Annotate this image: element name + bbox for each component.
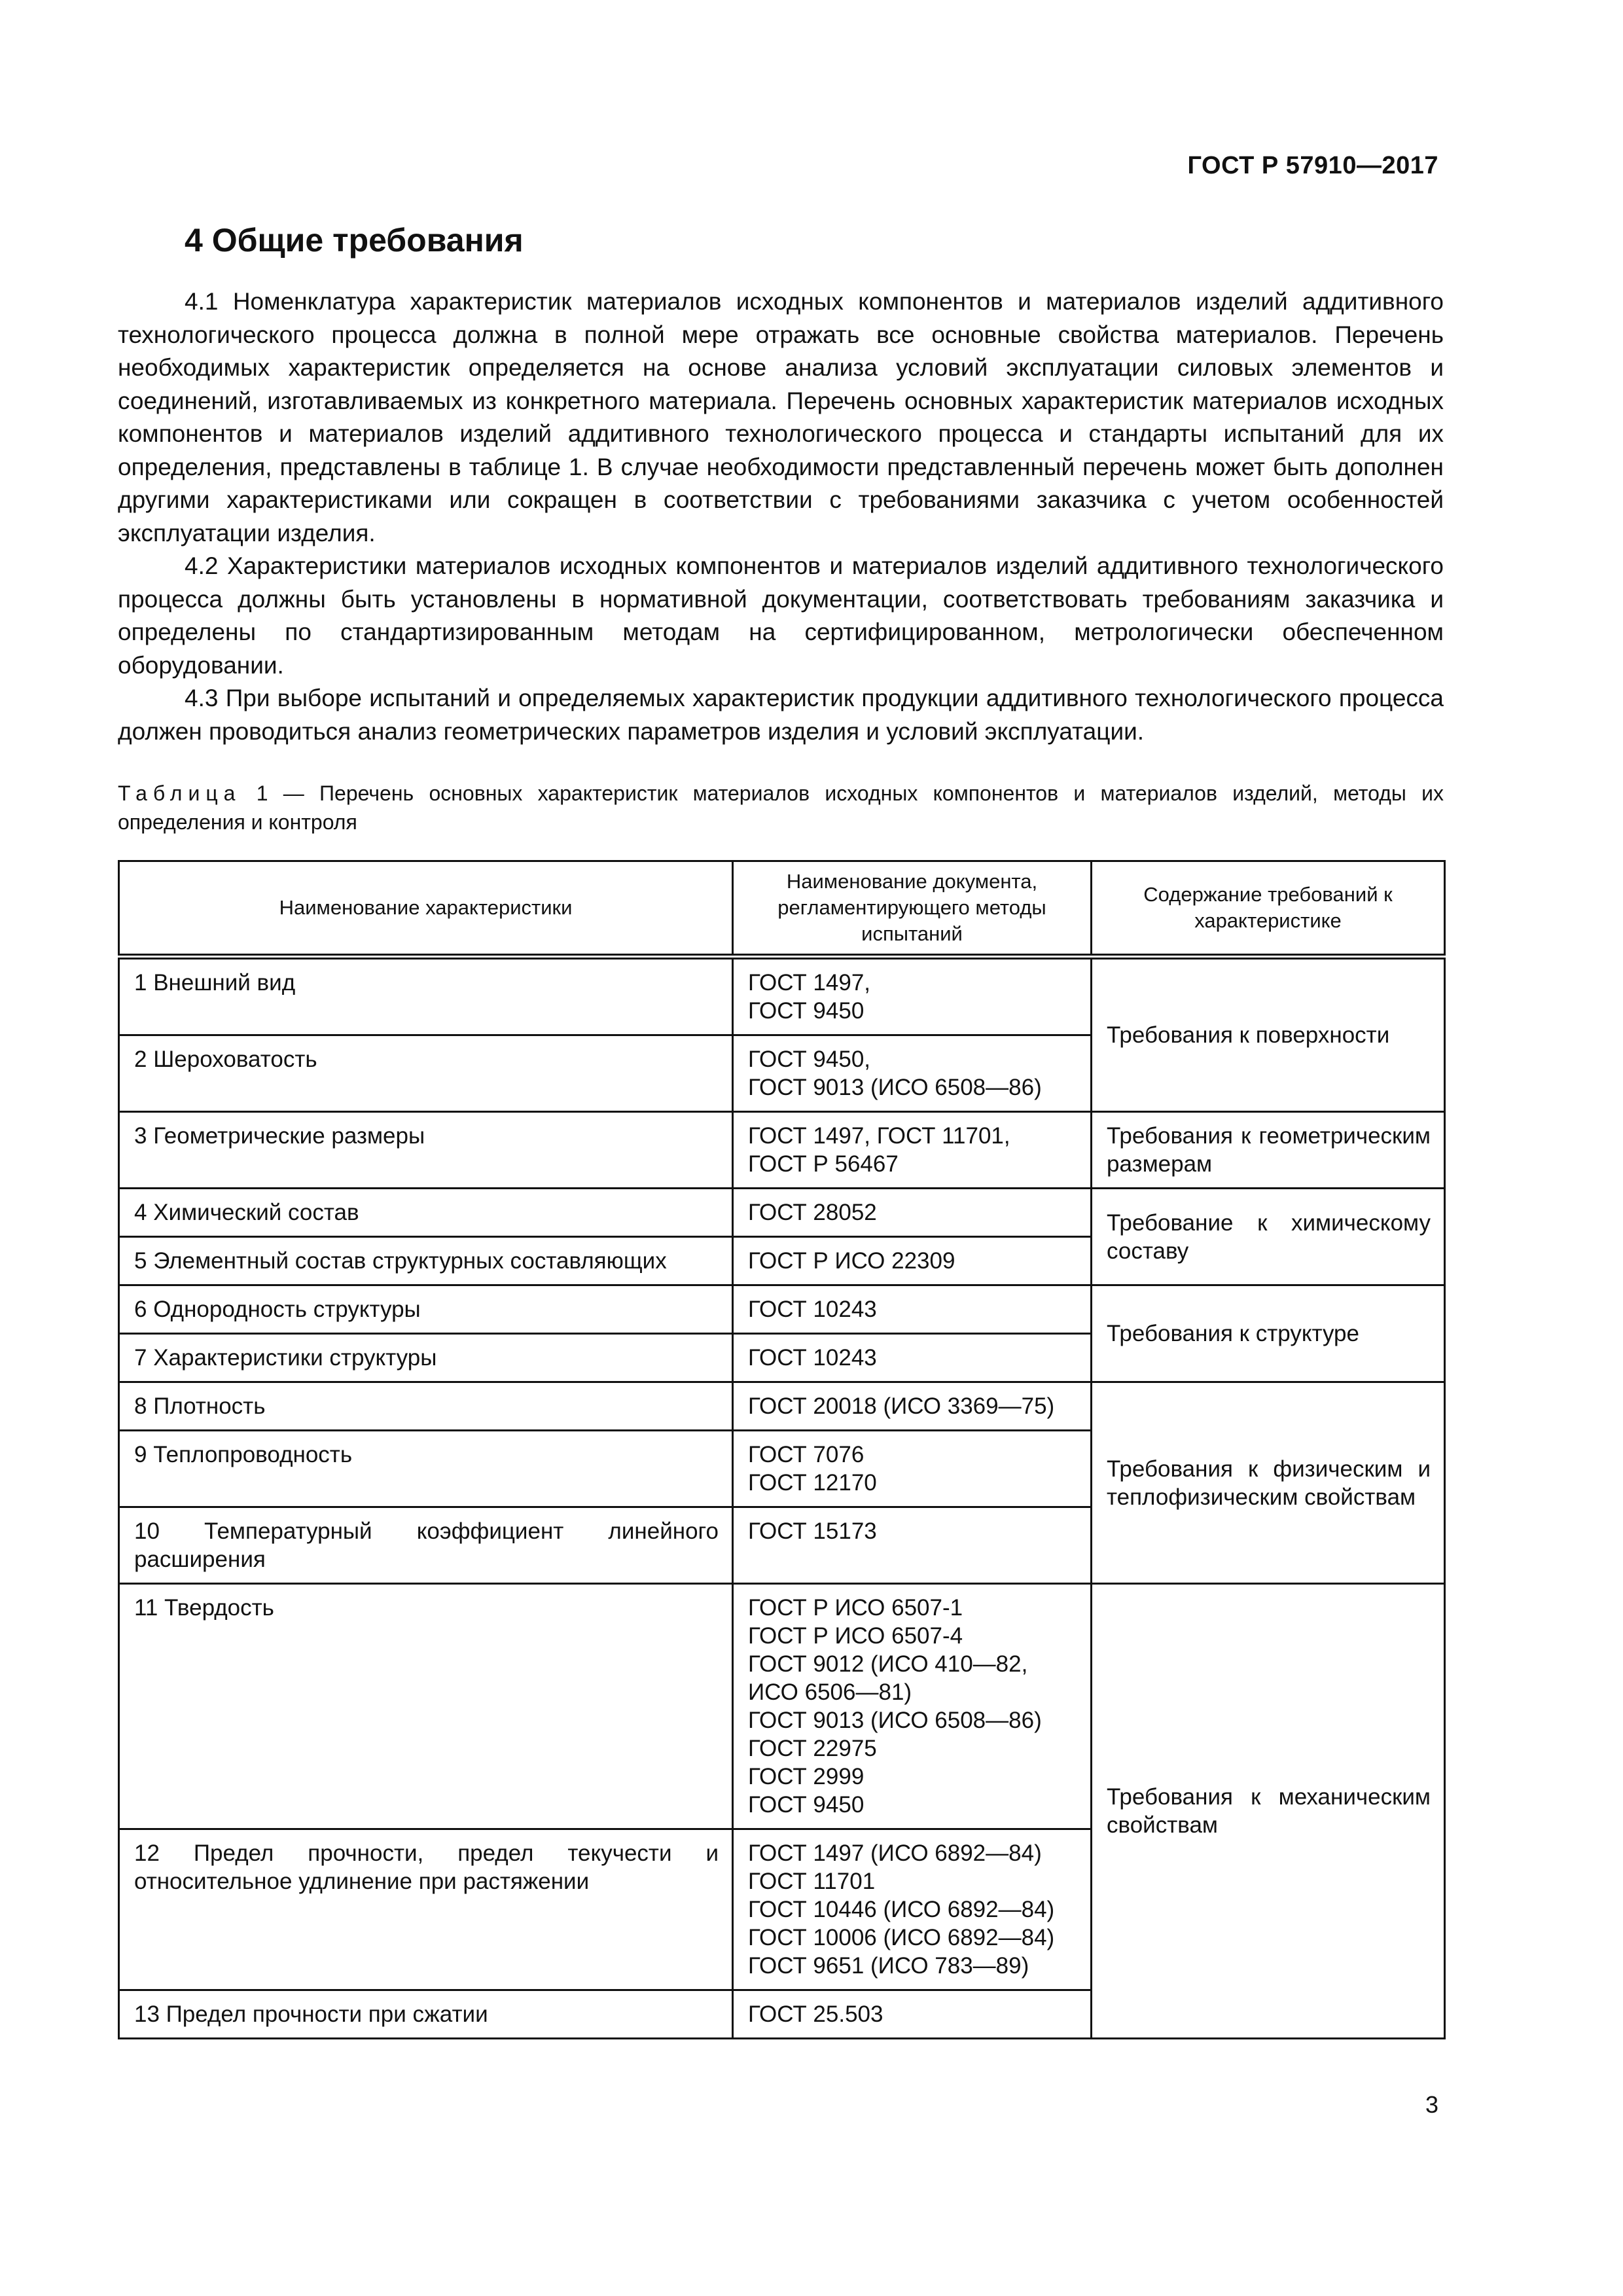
table-row: [119, 1189, 1445, 1237]
section-title: 4 Общие требования: [185, 222, 524, 259]
document-line: ГОСТ 9012 (ИСО 410—82,: [748, 1651, 1028, 1677]
document-cell: [733, 1584, 1092, 1829]
document-line: ГОСТ 9450: [748, 1792, 865, 1818]
document-line: ГОСТ 10243: [748, 1345, 877, 1371]
column-header-characteristic: Наименование характеристики: [119, 861, 733, 957]
characteristic-cell: 7 Характеристики структуры: [119, 1334, 733, 1382]
document-line: ГОСТ 9450: [748, 998, 865, 1024]
document-line: ГОСТ 28052: [748, 1200, 877, 1225]
document-line: ГОСТ 15173: [748, 1518, 877, 1544]
document-line: ГОСТ 2999: [748, 1764, 865, 1789]
table-caption-text: 1 — Перечень основных характеристик материалов исходных компонентов и материалов изделий, методы их определения и контроля: [118, 781, 1444, 834]
document-line: ИСО 6506—81): [748, 1679, 912, 1705]
document-line: ГОСТ Р 56467: [748, 1151, 899, 1177]
requirement-cell: Требования к механическим свойствам: [1092, 1584, 1445, 2039]
document-cell: [733, 1334, 1092, 1382]
document-line: ГОСТ 12170: [748, 1470, 877, 1496]
body-text: [118, 285, 1444, 748]
document-line: ГОСТ Р ИСО 6507-4: [748, 1623, 963, 1649]
document-line: ГОСТ 9651 (ИСО 783—89): [748, 1953, 1029, 1979]
document-line: ГОСТ 22975: [748, 1736, 877, 1761]
document-cell: [733, 1507, 1092, 1584]
document-cell: [733, 1990, 1092, 2039]
characteristic-cell: 2 Шероховатость: [119, 1035, 733, 1112]
characteristic-cell: 10 Температурный коэффициент линейного расширения: [119, 1507, 733, 1584]
document-line: ГОСТ 1497, ГОСТ 11701,: [748, 1123, 1010, 1149]
page-number: 3: [1425, 2091, 1438, 2118]
table-caption-label: Таблица: [118, 781, 241, 805]
document-line: ГОСТ 10243: [748, 1297, 877, 1322]
document-line: ГОСТ 1497,: [748, 970, 871, 996]
document-cell: [733, 1285, 1092, 1334]
document-cell: [733, 1237, 1092, 1285]
characteristic-cell: 9 Теплопроводность: [119, 1431, 733, 1507]
document-line: ГОСТ 11701: [748, 1869, 876, 1894]
paragraph-4-3: 4.3 При выборе испытаний и определяемых характеристик продукции аддитивного технологического процесса должен проводиться анализ геометрических параметров изделия и условий эксплуатации.: [118, 685, 1444, 745]
characteristic-cell: 12 Предел прочности, предел текучести и относительное удлинение при растяжении: [119, 1829, 733, 1990]
document-cell: [733, 1431, 1092, 1507]
table-row: [119, 957, 1445, 1035]
document-line: ГОСТ 9450,: [748, 1047, 871, 1072]
characteristic-cell: 8 Плотность: [119, 1382, 733, 1431]
document-cell: [733, 1189, 1092, 1237]
table-row: [119, 1285, 1445, 1334]
document-line: ГОСТ 25.503: [748, 2001, 883, 2027]
document-line: ГОСТ 9013 (ИСО 6508—86): [748, 1075, 1042, 1100]
document-line: ГОСТ Р ИСО 22309: [748, 1248, 955, 1274]
document-line: ГОСТ 10446 (ИСО 6892—84): [748, 1897, 1055, 1922]
characteristics-table: [118, 860, 1446, 2039]
document-cell: [733, 1829, 1092, 1990]
document-line: ГОСТ 10006 (ИСО 6892—84): [748, 1925, 1055, 1950]
column-header-document: Наименование документа, регламентирующего методы испытаний: [733, 861, 1092, 957]
paragraph-4-1: 4.1 Номенклатура характеристик материалов исходных компонентов и материалов изделий аддитивного технологического процесса должна в полной мере отражать все основные свойства материалов. Перечень необходимых характеристик определяется на основе анализа условий эксплуатации силовых элементов и соединений, изготавливаемых из конкретного материала. Перечень основных характеристик материалов исходных компонентов и материалов изделий аддитивного технологического процесса и стандарты испытаний для их определения, представлены в таблице 1. В случае необходимости представленный перечень может быть дополнен другими характеристиками или сокращен в соответствии с требованиями заказчика с учетом особенностей эксплуатации изделия.: [118, 288, 1444, 547]
document-line: ГОСТ 7076: [748, 1442, 865, 1467]
table-header-row: [119, 861, 1445, 957]
paragraph-4-2: 4.2 Характеристики материалов исходных компонентов и материалов изделий аддитивного технологического процесса должны быть установлены в нормативной документации, соответствовать требованиям заказчика и определены по стандартизированным методам на сертифицированном, метрологически обеспеченном оборудовании.: [118, 552, 1444, 679]
document-code: ГОСТ Р 57910—2017: [1187, 152, 1438, 179]
document-cell: [733, 1035, 1092, 1112]
characteristic-cell: 3 Геометрические размеры: [119, 1112, 733, 1189]
characteristic-cell: 13 Предел прочности при сжатии: [119, 1990, 733, 2039]
document-line: ГОСТ 1497 (ИСО 6892—84): [748, 1840, 1042, 1866]
characteristic-cell: 5 Элементный состав структурных составляющих: [119, 1237, 733, 1285]
table-row: [119, 1584, 1445, 1829]
characteristic-cell: 4 Химический состав: [119, 1189, 733, 1237]
document-line: ГОСТ 9013 (ИСО 6508—86): [748, 1708, 1042, 1733]
requirement-cell: Требования к поверхности: [1092, 957, 1445, 1112]
requirement-cell: Требования к структуре: [1092, 1285, 1445, 1382]
requirement-cell: Требование к химическому составу: [1092, 1189, 1445, 1285]
document-cell: [733, 1382, 1092, 1431]
table-row: [119, 1382, 1445, 1431]
document-line: ГОСТ Р ИСО 6507-1: [748, 1595, 963, 1621]
requirement-cell: Требования к геометрическим размерам: [1092, 1112, 1445, 1189]
characteristic-cell: 1 Внешний вид: [119, 957, 733, 1035]
document-cell: [733, 1112, 1092, 1189]
table-row: [119, 1112, 1445, 1189]
characteristic-cell: 11 Твердость: [119, 1584, 733, 1829]
document-line: ГОСТ 20018 (ИСО 3369—75): [748, 1393, 1055, 1419]
document-cell: [733, 957, 1092, 1035]
characteristic-cell: 6 Однородность структуры: [119, 1285, 733, 1334]
table-caption: [118, 779, 1444, 836]
column-header-requirements: Содержание требований к характеристике: [1092, 861, 1445, 957]
requirement-cell: Требования к физическим и теплофизическим свойствам: [1092, 1382, 1445, 1584]
